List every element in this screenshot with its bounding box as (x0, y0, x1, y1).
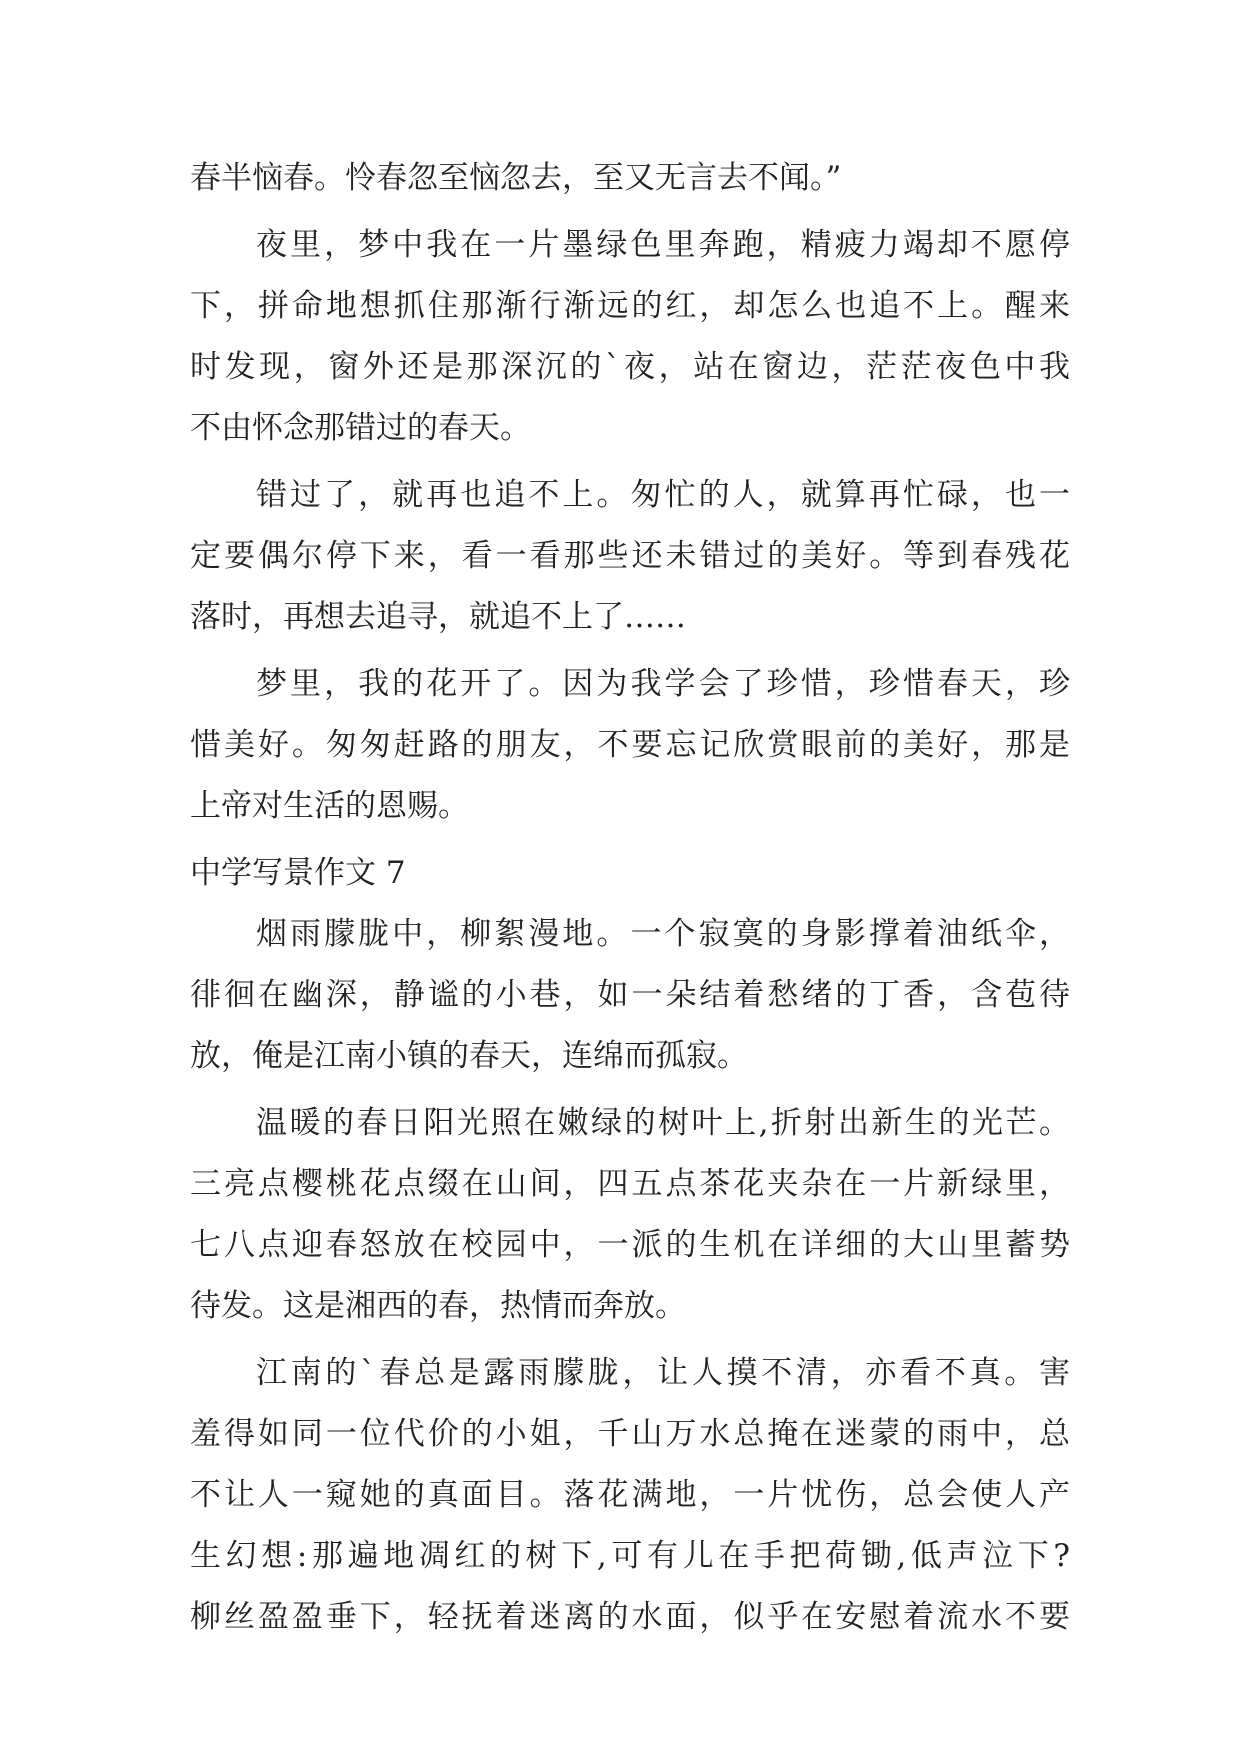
paragraph (190, 1343, 1070, 1648)
text-line: 错过了，就再也追不上。匆忙的人，就算再忙碌，也一 (256, 477, 1070, 513)
text-line: 七八点迎春怒放在校园中，一派的生机在详细的大山里蓄势 (190, 1227, 1070, 1263)
text-line: 烟雨朦胧中，柳絮漫地。一个寂寞的身影撑着油纸伞， (256, 916, 1070, 952)
text-line: 下，拼命地想抓住那渐行渐远的红，却怎么也追不上。醒来 (190, 288, 1070, 324)
text-line: 不让人一窥她的真面目。落花满地，一片忧伤，总会使人产 (190, 1477, 1070, 1513)
paragraph (190, 654, 1070, 837)
continued-paragraph (190, 148, 1070, 209)
text-line: 上帝对生活的恩赐。 (190, 788, 469, 824)
text-line: 柳丝盈盈垂下，轻抚着迷离的水面，似乎在安慰着流水不要 (190, 1599, 1070, 1635)
text-line: 放，俺是江南小镇的春天，连绵而孤寂。 (190, 1038, 748, 1074)
text-line: 待发。这是湘西的春，热情而奔放。 (190, 1288, 686, 1324)
heading-text: 中学写景作文 7 (190, 855, 406, 891)
text-line: 夜里，梦中我在一片墨绿色里奔跑，精疲力竭却不愿停 (256, 227, 1070, 263)
text-line: 落时，再想去追寻，就追不上了…… (190, 599, 686, 635)
section-heading (190, 843, 1070, 904)
text-line: 三亮点樱桃花点缀在山间，四五点茶花夹杂在一片新绿里， (190, 1166, 1070, 1202)
paragraph (190, 1093, 1070, 1337)
text-line: 惜美好。匆匆赶路的朋友，不要忘记欣赏眼前的美好，那是 (190, 727, 1070, 763)
text-line: 不由怀念那错过的春天。 (190, 410, 531, 446)
text-line: 梦里，我的花开了。因为我学会了珍惜，珍惜春天，珍 (256, 666, 1070, 702)
text-line: 春半恼春。怜春忽至恼忽去，至又无言去不闻。” (190, 160, 842, 196)
text-line: 徘徊在幽深，静谧的小巷，如一朵结着愁绪的丁香，含苞待 (190, 977, 1070, 1013)
text-line: 羞得如同一位代价的小姐，千山万水总掩在迷蒙的雨中，总 (190, 1416, 1070, 1452)
text-line: 生幻想:那遍地凋红的树下,可有儿在手把荷锄,低声泣下? (190, 1538, 1070, 1574)
document-body (190, 148, 1070, 1654)
paragraph (190, 215, 1070, 459)
text-line: 时发现，窗外还是那深沉的`夜，站在窗边，茫茫夜色中我 (190, 349, 1070, 385)
text-line: 江南的`春总是露雨朦胧，让人摸不清，亦看不真。害 (256, 1355, 1070, 1391)
text-line: 定要偶尔停下来，看一看那些还未错过的美好。等到春残花 (190, 538, 1070, 574)
paragraph (190, 904, 1070, 1087)
text-line: 温暖的春日阳光照在嫩绿的树叶上,折射出新生的光芒。 (256, 1105, 1070, 1141)
paragraph (190, 465, 1070, 648)
